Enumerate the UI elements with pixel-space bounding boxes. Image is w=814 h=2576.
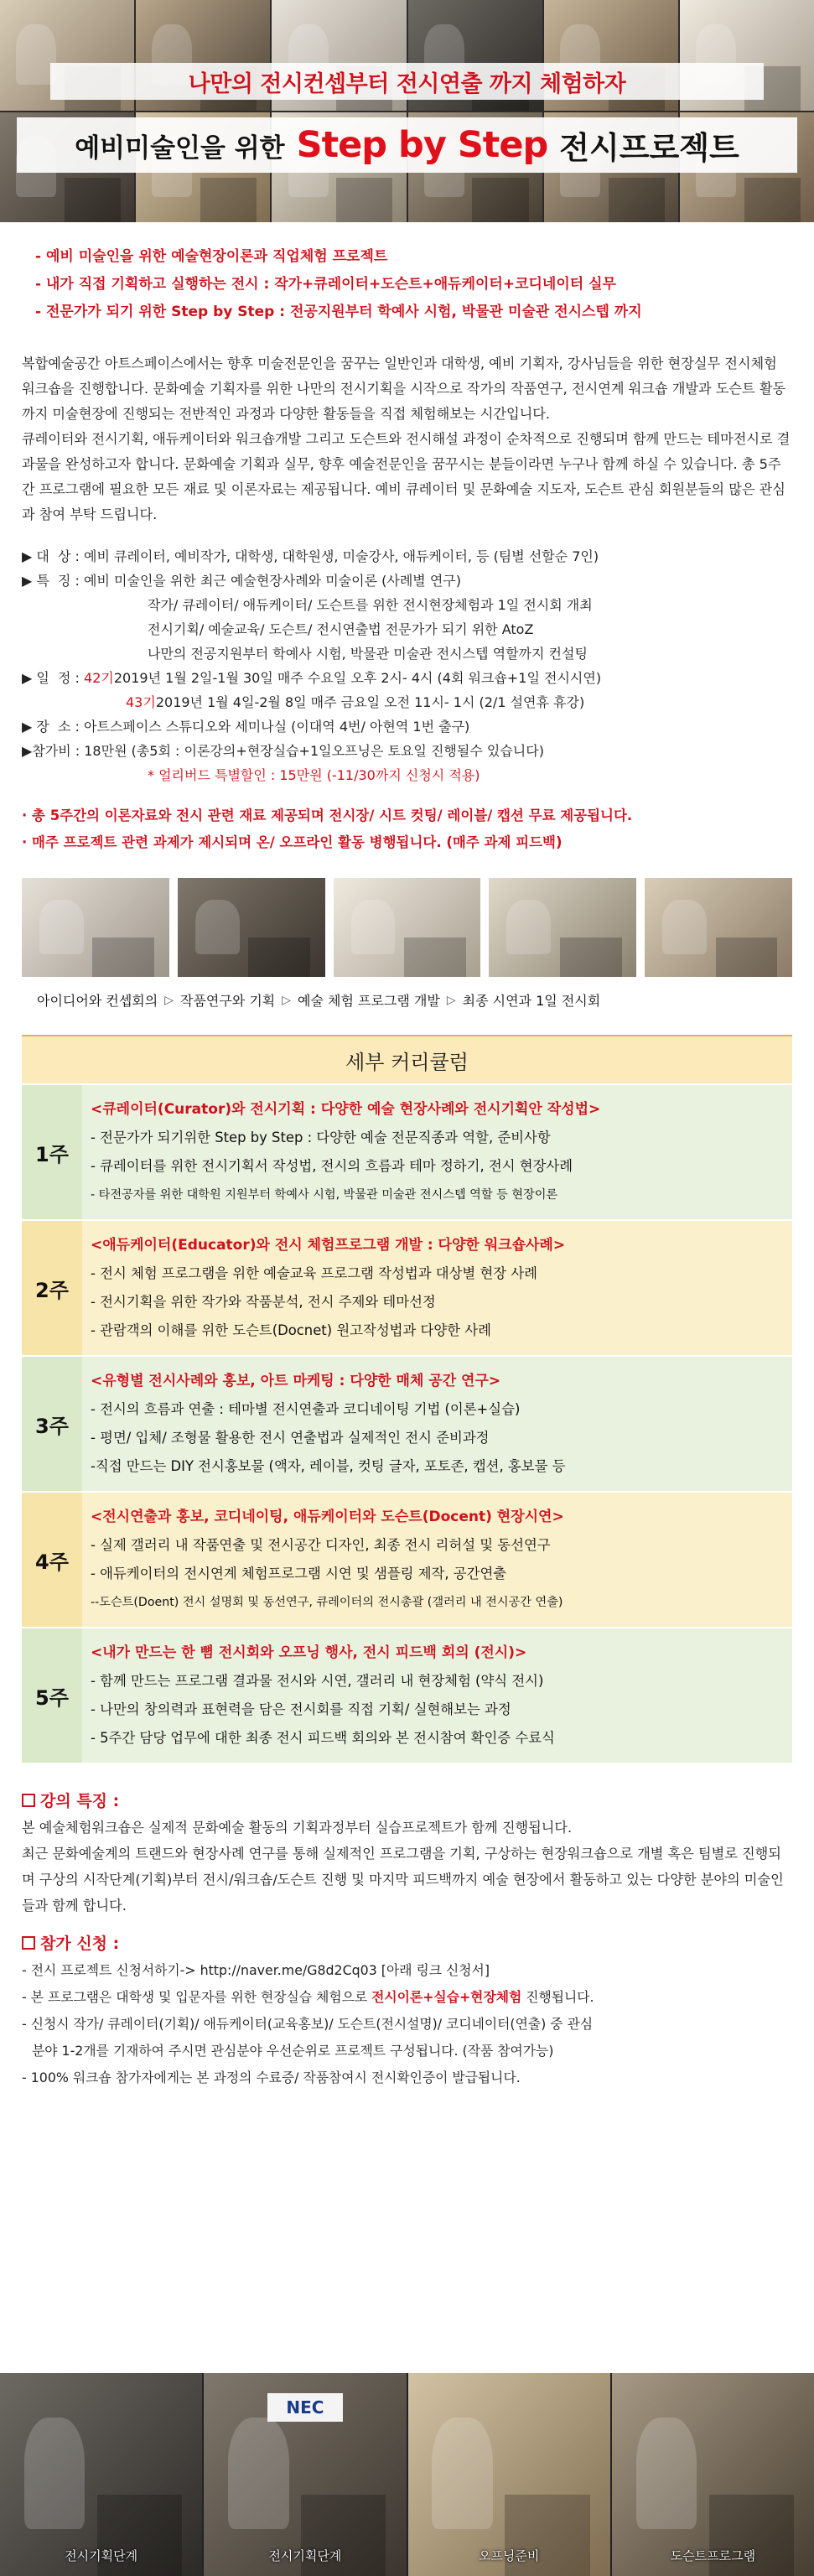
strip-photo [178, 878, 325, 977]
checkbox-square-icon [22, 1794, 35, 1807]
curriculum-table [22, 1035, 792, 1763]
week-content [82, 1493, 792, 1627]
week-row [22, 1491, 792, 1627]
apply-section [0, 1919, 814, 2091]
schedule-term: 43기 [126, 694, 156, 710]
week-content [82, 1085, 792, 1219]
detail-schedule-2 [22, 690, 792, 714]
curriculum-title: 세부 커리큘럼 [345, 1050, 469, 1074]
week-row [22, 1627, 792, 1763]
section-heading-text: 강의 특징 : [40, 1792, 120, 1810]
week-label: 1주 [22, 1085, 82, 1219]
notice-line: · 총 5주간의 이론자료와 전시 관련 재료 제공되며 전시장/ 시트 컷팅/ 레이블/ 캡션 무료 제공됩니다. [22, 808, 633, 823]
feature-line: 최근 문화예술계의 트랜드와 현장사례 연구를 통해 실제적인 프로그램을 기획, 구상하는 현장워크숍으로 개별 혹은 팀별로 진행되며 구상의 시작단계(기획)부터 전시/워크숍/도슨트 진행 및 마지막 피드백까지 예술 현장에서 활동하고 있는 다양한 분야의 미술인들과 함께 합니다. [22, 1846, 784, 1914]
section-heading [22, 1788, 792, 1815]
detail-feature-line: 전시기획/ 예술교육/ 도슨트/ 전시연출법 전문가가 되기 위한 AtoZ [148, 621, 534, 637]
week-title: <애듀케이터(Educator)와 전시 체험프로그램 개발 : 다양한 워크숍사례> [91, 1237, 566, 1254]
process-step: 예술 체험 프로그램 개발 [298, 993, 440, 1009]
week-item: - 전시기획을 위한 작가와 작품분석, 전시 주제와 테마선정 [91, 1294, 436, 1310]
banner-subtitle: 나만의 전시컨셉부터 전시연출 까지 체험하자 [188, 70, 626, 97]
apply-line [22, 1984, 792, 2011]
footer-photo [612, 2373, 814, 2576]
week-item: - 관람객의 이해를 위한 도슨트(Docnet) 원고작성법과 다양한 사례 [91, 1322, 491, 1338]
detail-feature-line: 나만의 전공지원부터 학예사 시험, 박물관 미술관 전시스텝 역할까지 컨설팅 [148, 646, 588, 662]
week-item: - 실제 갤러리 내 작품연출 및 전시공간 디자인, 최종 전시 리허설 및 동선연구 [91, 1537, 551, 1553]
apply-text: 본 프로그램은 대학생 및 입문자를 위한 현장실습 체험으로 [30, 1989, 372, 2005]
detail-label: ▶ 특 징 : [22, 573, 85, 589]
curriculum-header [22, 1035, 792, 1083]
week-title: <큐레이터(Curator)와 전시기획 : 다양한 예술 현장사례와 전시기획안 작성법> [91, 1101, 601, 1118]
week-row [22, 1219, 792, 1355]
strip-photo [489, 878, 636, 977]
process-step: 아이디어와 컨셉회의 [37, 993, 158, 1009]
detail-value: 예비 미술인을 위한 최근 예술현장사례와 미술이론 (사례별 연구) [84, 573, 461, 589]
week-label: 3주 [22, 1357, 82, 1491]
process-step: 작품연구와 기획 [179, 993, 276, 1009]
week-title: <전시연출과 홍보, 코디네이팅, 애듀케이터와 도슨트(Docent) 현장시연> [91, 1509, 564, 1525]
apply-line-cont: 분야 1-2개를 기재하여 주시면 관심분야 우선순위로 프로젝트 구성됩니다. (작품 참여가능) [32, 2043, 554, 2059]
week-title: <내가 만드는 한 뼘 전시회와 오프닝 행사, 전시 피드백 회의 (전시)> [91, 1644, 527, 1661]
week-item: - 함께 만드는 프로그램 결과물 전시와 시연, 갤러리 내 현장체험 (약식 전시) [91, 1673, 544, 1689]
footer-photo-banner [0, 2373, 814, 2576]
footer-caption: 전시기획단계 [268, 2548, 342, 2563]
notice-block [0, 787, 814, 856]
intro-bullet: - 예비 미술인을 위한 예술현장이론과 직업체험 프로젝트 [35, 243, 814, 271]
week-item: - 나만의 창의력과 표현력을 담은 전시회를 직접 기획/ 실현해보는 과정 [91, 1701, 511, 1717]
apply-list [22, 1957, 792, 2091]
detail-label: ▶ 대 상 : [22, 548, 85, 564]
early-bird-discount: * 얼리버드 특별할인 : 15만원 (-11/30까지 신청시 적용) [148, 767, 480, 783]
detail-schedule [22, 666, 792, 690]
apply-highlight: 전시이론+실습+현장체험 [371, 1989, 522, 2005]
footer-photo [408, 2373, 610, 2576]
section-heading [22, 1930, 792, 1957]
body-paragraph: 복합예술공간 아트스페이스에서는 향후 미술전문인을 꿈꾸는 일반인과 대학생, 예비 기획자, 강사님들을 위한 현장실무 전시체험 워크숍을 진행합니다. 문화예술 기획자를 위한 나만의 전시기획을 시작으로 작가의 작품연구, 전시연계 워크숍 개발과 도슨트 활동까지 미술현장에 진행되는 전반적인 과정과 다양한 활동들을 직접 체험해보는 시간입니다. [22, 356, 786, 422]
process-step: 최종 시연과 1일 전시회 [462, 993, 601, 1009]
banner-photo-collage [0, 0, 814, 222]
week-item: - 전시의 흐름과 연출 : 테마별 전시연출과 코디네이팅 기법 (이론+실습) [91, 1401, 521, 1417]
triangle-arrow-icon: ▷ [282, 993, 292, 1007]
footer-caption: 전시기획단계 [65, 2548, 138, 2563]
detail-value: 예비 큐레이터, 예비작가, 대학생, 대학원생, 미술강사, 애듀케이터, 등 (팀별 선할순 7인) [84, 548, 599, 564]
banner-title-prefix: 예비미술인을 위한 [75, 132, 285, 164]
triangle-arrow-icon: ▷ [446, 993, 456, 1007]
strip-photo [22, 878, 169, 977]
strip-photo [645, 878, 792, 977]
week-content [82, 1628, 792, 1763]
week-content [82, 1221, 792, 1355]
schedule-term: 42기 [84, 670, 114, 686]
process-captions [0, 977, 814, 1010]
intro-bullets [0, 222, 814, 326]
week-row [22, 1355, 792, 1491]
week-content [82, 1357, 792, 1491]
detail-value: 아트스페이스 스튜디오와 세미나실 (이대역 4번/ 아현역 1번 출구) [84, 719, 470, 735]
detail-label: ▶ 일 정 : [22, 670, 85, 686]
nec-logo: NEC [267, 2393, 343, 2422]
week-label: 2주 [22, 1221, 82, 1355]
week-label: 4주 [22, 1493, 82, 1627]
detail-value: 18만원 (총5회 : 이론강의+현장실습+1일오프닝은 토요일 진행될수 있습니다) [84, 743, 544, 759]
footer-photo [204, 2373, 406, 2576]
lecture-features [0, 1763, 814, 1919]
week-label: 5주 [22, 1628, 82, 1763]
banner-title-step: Step by Step [296, 124, 548, 166]
intro-bullet: - 전문가가 되기 위한 Step by Step : 전공지원부터 학예사 시험, 박물관 미술관 전시스텝 까지 [35, 299, 814, 326]
detail-feature [22, 569, 792, 593]
detail-label: ▶ 장 소 : [22, 719, 85, 735]
body-paragraph: 큐레이터와 전시기획, 애듀케이터와 워크숍개발 그리고 도슨트와 전시해설 과정이 순차적으로 진행되며 함께 만드는 테마전시로 결과물을 완성하고자 합니다. 문화예술 기획과 실무, 향후 예술전문인을 꿈꾸시는 분들이라면 누구나 함께 하실 수 있습니다. 총 5주간 프로그램에 필요한 모든 재료 및 이론자료는 제공됩니다. 예비 큐레이터 및 문화예술 지도자, 도슨트 관심 회원분들의 많은 관심과 참여 부탁 드립니다. [22, 431, 791, 522]
apply-line: - 신청시 작가/ 큐레이터(기획)/ 애듀케이터(교육홍보)/ 도슨트(전시설명)/ 코디네이터(연출) 중 관심 [22, 2011, 792, 2038]
triangle-arrow-icon: ▷ [164, 993, 174, 1007]
apply-link-line[interactable]: - 전시 프로젝트 신청서하기-> http://naver.me/G8d2Cq03 [아래 링크 신청서] [22, 1957, 792, 1984]
schedule-text: 2019년 1월 2일-1월 30일 매주 수요일 오후 2시- 4시 (4회 워크숍+1일 전시시연) [113, 670, 602, 686]
banner-title-band [17, 117, 797, 173]
detail-label: ▶참가비 : [22, 743, 85, 759]
detail-place [22, 714, 792, 739]
footer-photo [0, 2373, 202, 2576]
feature-line: 본 예술체험워크숍은 실제적 문화예술 활동의 기획과정부터 실습프로젝트가 함께 진행됩니다. [22, 1820, 573, 1836]
footer-caption: 오프닝준비 [478, 2548, 540, 2563]
header-banner [0, 0, 814, 222]
week-item: --도슨트(Doent) 전시 설명회 및 동선연구, 큐레이터의 전시총괄 (갤러리 내 전시공간 연출) [91, 1596, 563, 1609]
intro-body [0, 326, 814, 527]
checkbox-square-icon [22, 1936, 35, 1950]
footer-caption: 도슨트프로그램 [670, 2548, 756, 2563]
notice-line: · 매주 프로젝트 관련 과제가 제시되며 온/ 오프라인 활동 병행됩니다. (매주 과제 피드백) [22, 834, 563, 850]
week-item: - 전시 체험 프로그램을 위한 예술교육 프로그램 작성법과 대상별 현장 사례 [91, 1265, 538, 1281]
banner-subtitle-band [50, 63, 764, 100]
detail-fee [22, 739, 792, 763]
week-item: - 평면/ 입체/ 조형물 활용한 전시 연출법과 실제적인 전시 준비과정 [91, 1430, 490, 1446]
week-item: - 5주간 담당 업무에 대한 최종 전시 피드백 회의와 본 전시참여 확인증 수료식 [91, 1730, 555, 1746]
strip-photo [334, 878, 481, 977]
apply-text: 진행됩니다. [521, 1989, 594, 2005]
week-item: - 애듀케이터의 전시연계 체험프로그램 시연 및 샘플링 제작, 공간연출 [91, 1566, 507, 1581]
week-title: <유형별 전시사례와 홍보, 아트 마케팅 : 다양한 매체 공간 연구> [91, 1373, 501, 1389]
detail-feature-line: 작가/ 큐레이터/ 애듀케이터/ 도슨트를 위한 전시현장체험과 1일 전시회 개최 [148, 597, 593, 613]
photo-strip [0, 856, 814, 977]
section-heading-text: 참가 신청 : [40, 1935, 120, 1953]
week-item: - 타전공자를 위한 대학원 지원부터 학예사 시험, 박물관 미술관 전시스텝 역할 등 현장이론 [91, 1188, 558, 1202]
banner-title-suffix: 전시프로젝트 [559, 130, 739, 166]
program-details [0, 527, 814, 787]
schedule-text: 2019년 1월 4일-2월 8일 매주 금요일 오전 11시- 1시 (2/1 설연휴 휴강) [155, 694, 585, 710]
intro-bullet: - 내가 직접 기획하고 실행하는 전시 : 작가+큐레이터+도슨트+애듀케이터+코디네이터 실무 [35, 271, 814, 299]
week-row [22, 1083, 792, 1219]
week-item: -직접 만드는 DIY 전시홍보물 (액자, 레이블, 컷팅 글자, 포토존, 캡션, 홍보물 등 [91, 1458, 566, 1474]
detail-target [22, 544, 792, 569]
week-item: - 전문가가 되기위한 Step by Step : 다양한 예술 전문직종과 역할, 준비사항 [91, 1130, 551, 1145]
apply-line: - 100% 워크숍 참가자에게는 본 과정의 수료증/ 작품참여시 전시확인증이 발급됩니다. [22, 2064, 792, 2091]
week-item: - 큐레이터를 위한 전시기획서 작성법, 전시의 흐름과 테마 정하기, 전시 현장사례 [91, 1158, 573, 1174]
